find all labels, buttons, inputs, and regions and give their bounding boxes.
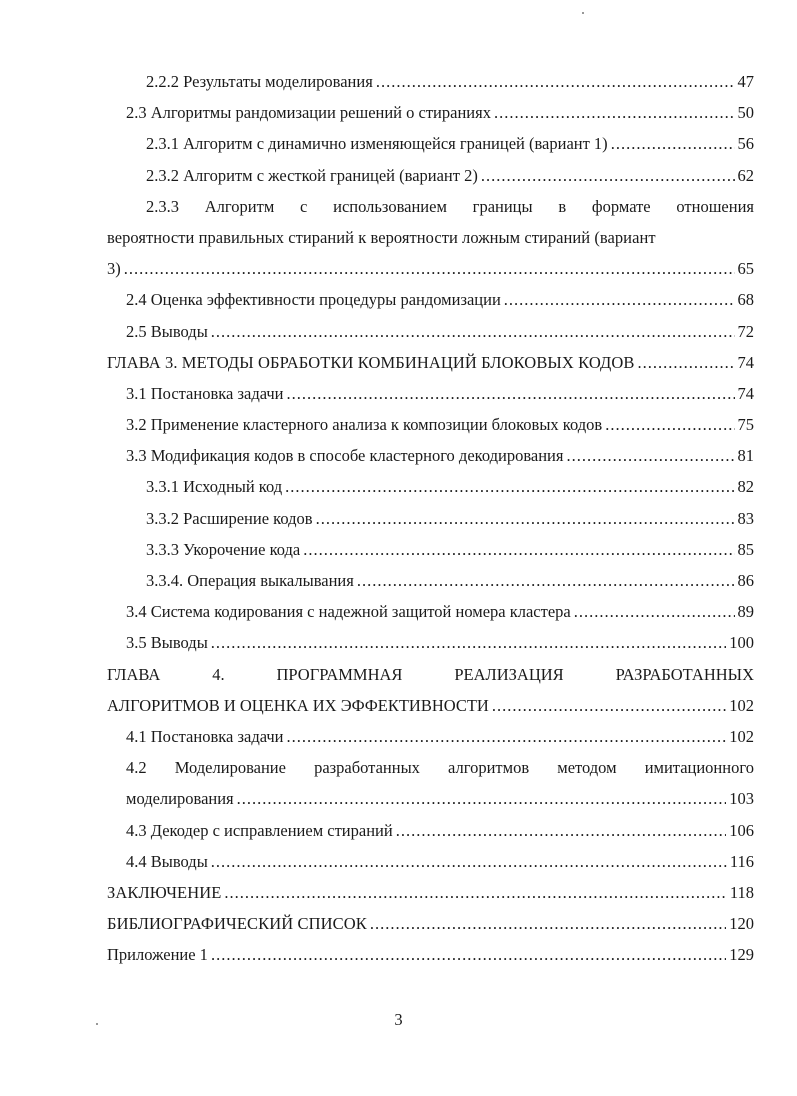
toc-entry-page: 129 <box>729 945 754 965</box>
toc-entry-page: 72 <box>737 321 754 341</box>
toc-entry-title: 4.3 Декодер с исправлением стираний <box>126 820 393 840</box>
toc-entry[interactable] <box>107 815 754 846</box>
toc-entry-page: 50 <box>737 103 754 123</box>
toc-entry[interactable] <box>107 316 754 347</box>
toc-entry-page: 75 <box>737 415 754 435</box>
toc-entry-title: 4.4 Выводы <box>126 851 208 871</box>
leader-dots <box>566 440 734 471</box>
leader-dots <box>285 471 734 502</box>
toc-entry-page: 65 <box>737 259 754 279</box>
leader-dots <box>211 627 726 658</box>
leader-dots <box>370 908 726 939</box>
toc-appendix[interactable] <box>107 939 754 970</box>
leader-dots <box>211 939 726 970</box>
toc-entry-page: 68 <box>737 290 754 310</box>
leader-dots <box>492 690 726 721</box>
toc-entry-page: 100 <box>729 633 754 653</box>
toc-entry[interactable] <box>107 378 754 409</box>
toc-entry-page: 89 <box>737 602 754 622</box>
toc-entry-title: 3.3.1 Исходный код <box>146 477 283 497</box>
toc-entry-line-2: вероятности правильных стираний к вероятности ложным стираний (вариант <box>107 227 656 247</box>
toc-entry-page: 85 <box>737 539 754 559</box>
leader-dots <box>504 284 735 315</box>
leader-dots <box>211 316 735 347</box>
toc-entry-line-1: 2.3.3 Алгоритм с использованием границы в формате отношения <box>146 196 754 216</box>
toc-entry[interactable] <box>107 440 754 471</box>
toc-appendix-title: Приложение 1 <box>107 945 208 965</box>
toc-entry-title: 2.4 Оценка эффективности процедуры рандомизации <box>126 290 501 310</box>
scan-speck <box>96 1023 98 1025</box>
toc-entry-page: 103 <box>729 789 754 809</box>
toc-entry[interactable] <box>107 565 754 596</box>
leader-dots <box>481 160 735 191</box>
toc-entry[interactable] <box>107 66 754 97</box>
toc-entry[interactable] <box>107 160 754 191</box>
toc-entry-title: 2.5 Выводы <box>126 321 208 341</box>
toc-chapter-title: БИБЛИОГРАФИЧЕСКИЙ СПИСОК <box>107 914 367 934</box>
toc-entry[interactable] <box>107 596 754 627</box>
toc-entry-page: 86 <box>737 571 754 591</box>
toc-entry-multiline[interactable] <box>107 752 754 814</box>
toc-entry-page: 118 <box>729 882 754 902</box>
toc-entry-title: 3.3.3 Укорочение кода <box>146 539 301 559</box>
toc-chapter-line-1: ГЛАВА 4. ПРОГРАММНАЯ РЕАЛИЗАЦИЯ РАЗРАБОТАННЫХ <box>107 664 754 684</box>
toc-chapter[interactable] <box>107 347 754 378</box>
toc-entry-title: 2.2.2 Результаты моделирования <box>146 72 373 91</box>
toc-entry-page: 120 <box>729 914 754 934</box>
leader-dots <box>211 846 727 877</box>
toc-entry[interactable] <box>107 471 754 502</box>
toc-entry-title: 3.2 Применение кластерного анализа к композиции блоковых кодов <box>126 415 603 435</box>
toc-chapter-title: ЗАКЛЮЧЕНИЕ <box>107 882 222 902</box>
toc-entry-title: 3.1 Постановка задачи <box>126 383 284 403</box>
leader-dots <box>316 503 735 534</box>
toc-entry-page: 56 <box>737 134 754 154</box>
leader-dots <box>376 66 735 97</box>
toc-entry-title: 3.5 Выводы <box>126 633 208 653</box>
toc-entry[interactable] <box>107 284 754 315</box>
leader-dots <box>494 97 735 128</box>
toc-entry-line-2: моделирования ..... 103 <box>107 783 754 814</box>
toc-entry-page: 83 <box>737 508 754 528</box>
table-of-contents <box>107 66 754 971</box>
toc-chapter[interactable] <box>107 877 754 908</box>
leader-dots <box>224 877 726 908</box>
toc-entry-page: 102 <box>729 727 754 747</box>
toc-entry-page: 106 <box>729 820 754 840</box>
toc-entry-title: 3.3.4. Операция выкалывания <box>146 571 354 591</box>
toc-entry-page: 74 <box>737 383 754 403</box>
toc-entry-page: 47 <box>737 72 754 91</box>
leader-dots <box>611 128 735 159</box>
toc-entry-page: 81 <box>737 446 754 466</box>
toc-entry[interactable] <box>107 846 754 877</box>
toc-chapter[interactable] <box>107 908 754 939</box>
toc-entry-title: 4.1 Постановка задачи <box>126 727 284 747</box>
scan-speck <box>582 12 584 14</box>
leader-dots <box>124 253 735 284</box>
toc-entry-title: 2.3.1 Алгоритм с динамично изменяющейся границей (вариант 1) <box>146 134 608 154</box>
toc-entry-page: 82 <box>737 477 754 497</box>
leader-dots <box>605 409 734 440</box>
toc-entry[interactable] <box>107 503 754 534</box>
toc-entry-line-3: 3) ..... 65 <box>107 253 754 284</box>
toc-entry-line-1: 4.2 Моделирование разработанных алгоритмов методом имитационного <box>126 758 754 778</box>
leader-dots <box>357 565 735 596</box>
toc-chapter-multiline[interactable] <box>107 659 754 721</box>
leader-dots <box>303 534 734 565</box>
toc-entry-title: 2.3.2 Алгоритм с жесткой границей (вариант 2) <box>146 165 478 185</box>
toc-entry[interactable] <box>107 721 754 752</box>
toc-entry-page: 116 <box>729 851 754 871</box>
toc-chapter-line-2: АЛГОРИТМОВ И ОЦЕНКА ИХ ЭФФЕКТИВНОСТИ ..... 102 <box>107 690 754 721</box>
toc-entry[interactable] <box>107 409 754 440</box>
leader-dots <box>237 783 727 814</box>
toc-entry-title: 3.4 Система кодирования с надежной защитой номера кластера <box>126 602 571 622</box>
toc-entry-title: 2.3 Алгоритмы рандомизации решений о стираниях <box>126 103 491 123</box>
page-number: 3 <box>394 1010 403 1029</box>
toc-entry[interactable] <box>107 534 754 565</box>
toc-entry-page: 62 <box>737 165 754 185</box>
toc-entry-page: 74 <box>737 352 754 372</box>
toc-entry[interactable] <box>107 128 754 159</box>
leader-dots <box>287 378 735 409</box>
toc-entry-title: 3.3.2 Расширение кодов <box>146 508 313 528</box>
toc-entry-title: 3.3 Модификация кодов в способе кластерного декодирования <box>126 446 564 466</box>
toc-entry-multiline[interactable] <box>107 191 754 285</box>
toc-entry[interactable] <box>107 97 754 128</box>
toc-entry-page: 102 <box>729 695 754 715</box>
leader-dots <box>396 815 727 846</box>
toc-entry[interactable] <box>107 627 754 658</box>
toc-chapter-title: ГЛАВА 3. МЕТОДЫ ОБРАБОТКИ КОМБИНАЦИЙ БЛОКОВЫХ КОДОВ <box>107 352 635 372</box>
leader-dots <box>287 721 727 752</box>
leader-dots <box>574 596 735 627</box>
leader-dots <box>638 347 735 378</box>
